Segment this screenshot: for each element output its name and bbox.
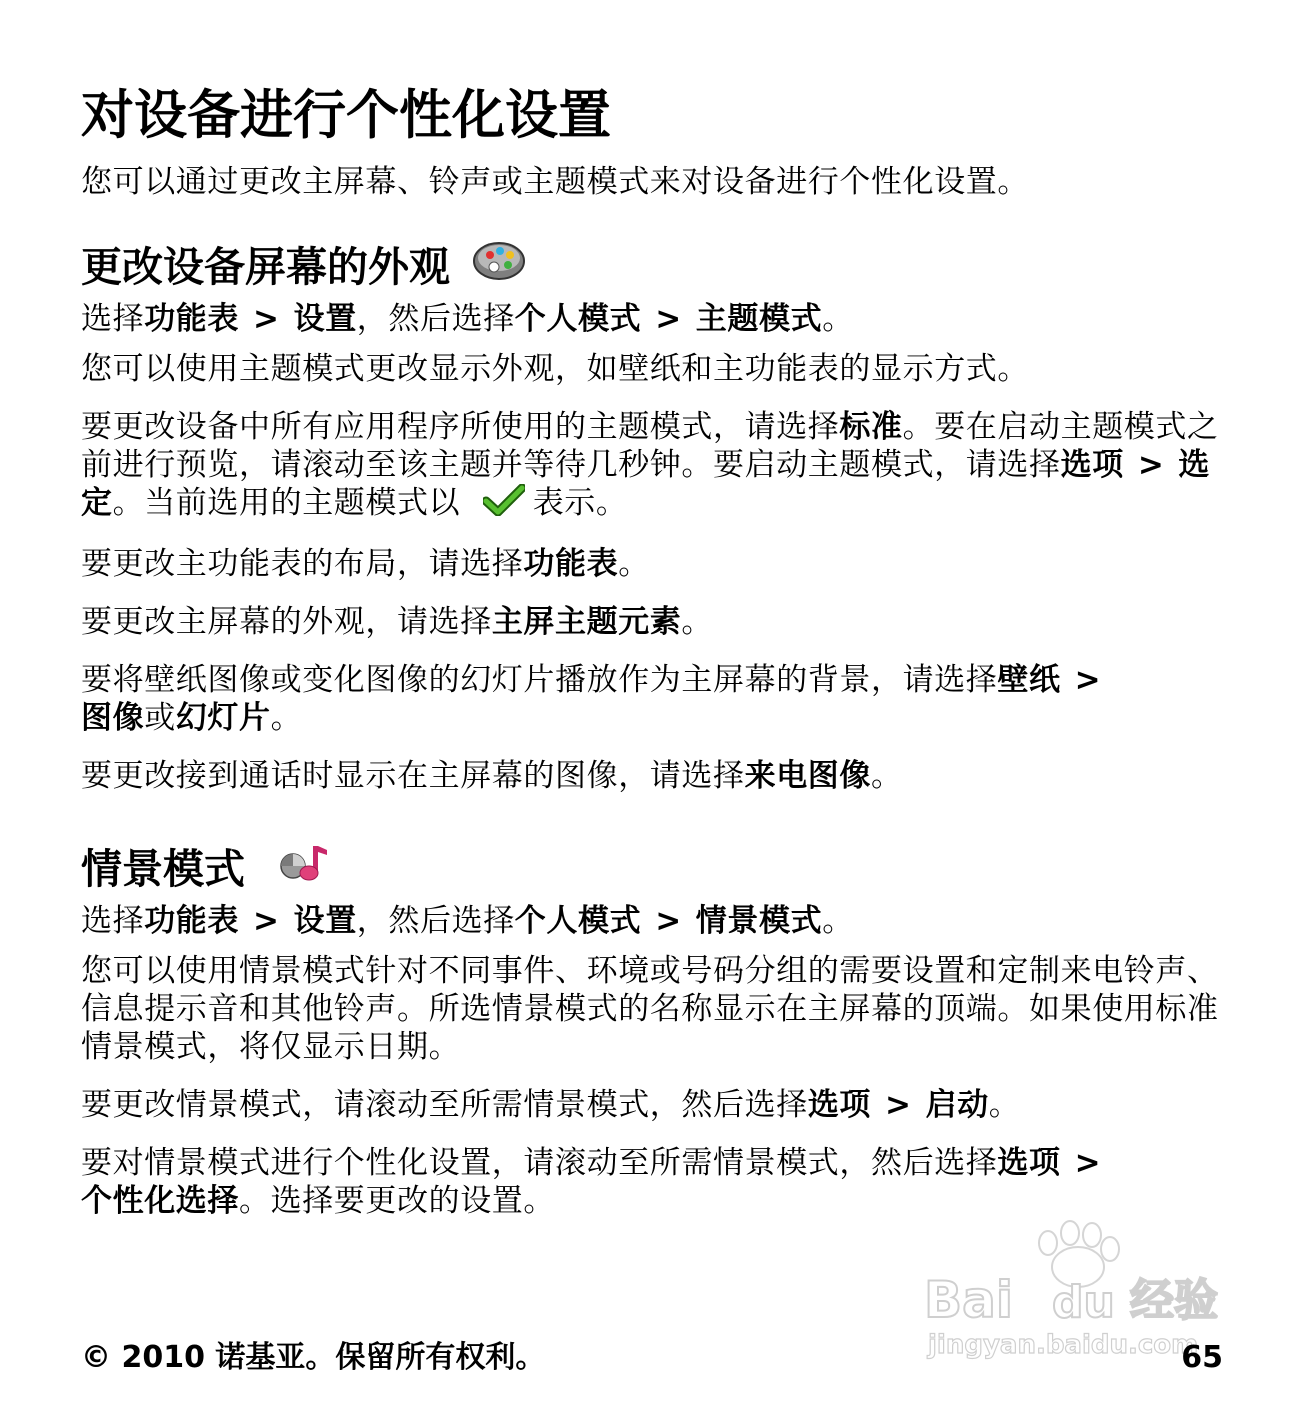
- watermark-brand: Bai: [924, 1271, 1013, 1329]
- music-note-icon: [279, 842, 329, 895]
- intro-text: 您可以通过更改主屏幕、铃声或主题模式来对设备进行个性化设置。: [81, 164, 1029, 200]
- paragraph: 要更改设备中所有应用程序所使用的主题模式，请选择标准。要在启动主题模式之前进行预览，请滚动至该主题并等待几秒钟。要启动主题模式，请选择选项 > 选定。当前选用的主题模式以 表示。: [81, 408, 1231, 525]
- section-heading-appearance: 更改设备屏幕的外观: [81, 240, 1231, 293]
- watermark-brand2: du: [1052, 1277, 1115, 1328]
- watermark-cn: 经验: [1130, 1275, 1218, 1326]
- paragraph: 要更改主功能表的布局，请选择功能表。: [81, 546, 650, 582]
- copyright: © 2010 诺基亚。保留所有权利。: [81, 1340, 546, 1375]
- paragraph: 要对情景模式进行个性化设置，请滚动至所需情景模式，然后选择选项 > 个性化选择。选择要更改的设置。: [81, 1145, 1102, 1219]
- paragraph: 您可以使用情景模式针对不同事件、环境或号码分组的需要设置和定制来电铃声、信息提示音和其他铃声。所选情景模式的名称显示在主屏幕的顶端。如果使用标准情景模式，将仅显示日期。: [81, 953, 1219, 1065]
- paragraph: 您可以使用主题模式更改显示外观，如壁纸和主功能表的显示方式。: [81, 351, 1029, 387]
- palette-icon: [472, 240, 526, 293]
- section-heading-profiles: 情景模式: [81, 842, 1231, 895]
- page-title: 对设备进行个性化设置: [81, 85, 611, 146]
- section-appearance: [81, 240, 1231, 795]
- paragraph: 要更改主屏幕的外观，请选择主屏主题元素。: [81, 604, 714, 640]
- footer: [81, 1338, 1223, 1378]
- nav-path: 选择功能表 > 设置，然后选择个人模式 > 情景模式。: [81, 903, 854, 939]
- section-profiles: [81, 842, 1231, 1220]
- watermark-url: jingyan.baidu.com: [928, 1330, 1199, 1360]
- checkmark-icon: [483, 484, 525, 525]
- paragraph: 要将壁纸图像或变化图像的幻灯片播放作为主屏幕的背景，请选择壁纸 > 图像或幻灯片。: [81, 662, 1102, 736]
- paragraph: 要更改接到通话时显示在主屏幕的图像，请选择来电图像。: [81, 758, 903, 794]
- paragraph: 要更改情景模式，请滚动至所需情景模式，然后选择选项 > 启动。: [81, 1087, 1021, 1123]
- nav-path: 选择功能表 > 设置，然后选择个人模式 > 主题模式。: [81, 301, 854, 337]
- page-number: 65: [1181, 1340, 1223, 1375]
